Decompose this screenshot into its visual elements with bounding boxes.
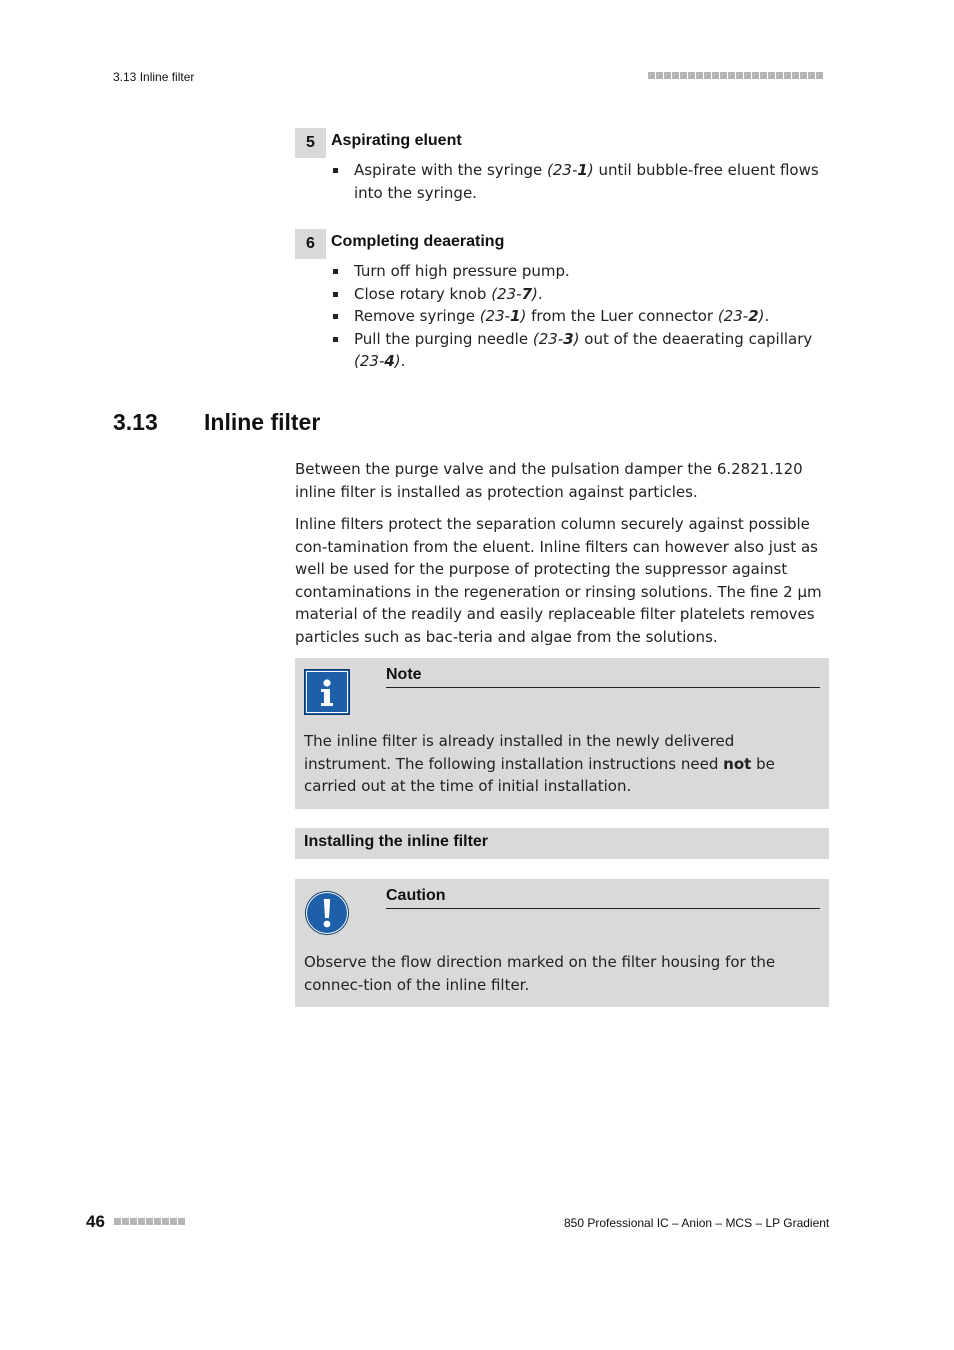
note-box [295, 658, 829, 809]
subheading-bar [295, 828, 829, 859]
header-decoration [648, 72, 823, 79]
note-title: Note [386, 666, 820, 688]
list-item: Remove syringe (23-1) from the Luer connector (23-2). [331, 305, 829, 328]
list-item: Aspirate with the syringe (23-1) until bubble-free eluent flows into the syringe. [331, 159, 829, 204]
running-header-section: 3.13 Inline filter [113, 70, 195, 84]
paragraph-description: Inline filters protect the separation column securely against possible con-tamination from the eluent. Inline filters can however also just as well be used for the purpose of protecting the suppressor against contaminations in the regeneration or rinsing solutions. The fine 2 µm material of the readily and easily replaceable filter platelets removes particles such as bac-teria and algae from the solutions. [295, 515, 822, 646]
section-title: Inline filter [204, 409, 321, 435]
exclamation-icon [304, 890, 350, 936]
step-6-bullets [331, 260, 829, 373]
caution-title: Caution [386, 887, 820, 909]
caution-box [295, 879, 829, 1007]
step-number: 6 [295, 229, 326, 259]
step-5-bullets [331, 159, 829, 204]
caution-text: Observe the flow direction marked on the filter housing for the connec-tion of the inline filter. [304, 953, 776, 994]
section-number: 3.13 [113, 409, 158, 435]
list-item: Turn off high pressure pump. [331, 260, 829, 283]
page-number: 46 [86, 1212, 105, 1231]
step-title: Completing deaerating [331, 233, 505, 250]
step-5 [295, 128, 829, 158]
footer-decoration [114, 1218, 185, 1225]
paragraph-intro: Between the purge valve and the pulsation damper the 6.2821.120 inline filter is installed as protection against particles. [295, 460, 803, 501]
list-item: Close rotary knob (23-7). [331, 283, 829, 306]
info-icon [304, 669, 350, 715]
list-item: Pull the purging needle (23-3) out of the deaerating capillary (23-4). [331, 328, 829, 373]
subheading-title: Installing the inline filter [304, 833, 489, 850]
note-text: The inline filter is already installed in the newly delivered instrument. The following installation instructions need not be carried out at the time of initial installation. [304, 732, 775, 795]
step-number: 5 [295, 128, 326, 158]
step-6 [295, 229, 829, 259]
step-title: Aspirating eluent [331, 132, 462, 149]
document-title: 850 Professional IC – Anion – MCS – LP Gradient [564, 1216, 830, 1230]
